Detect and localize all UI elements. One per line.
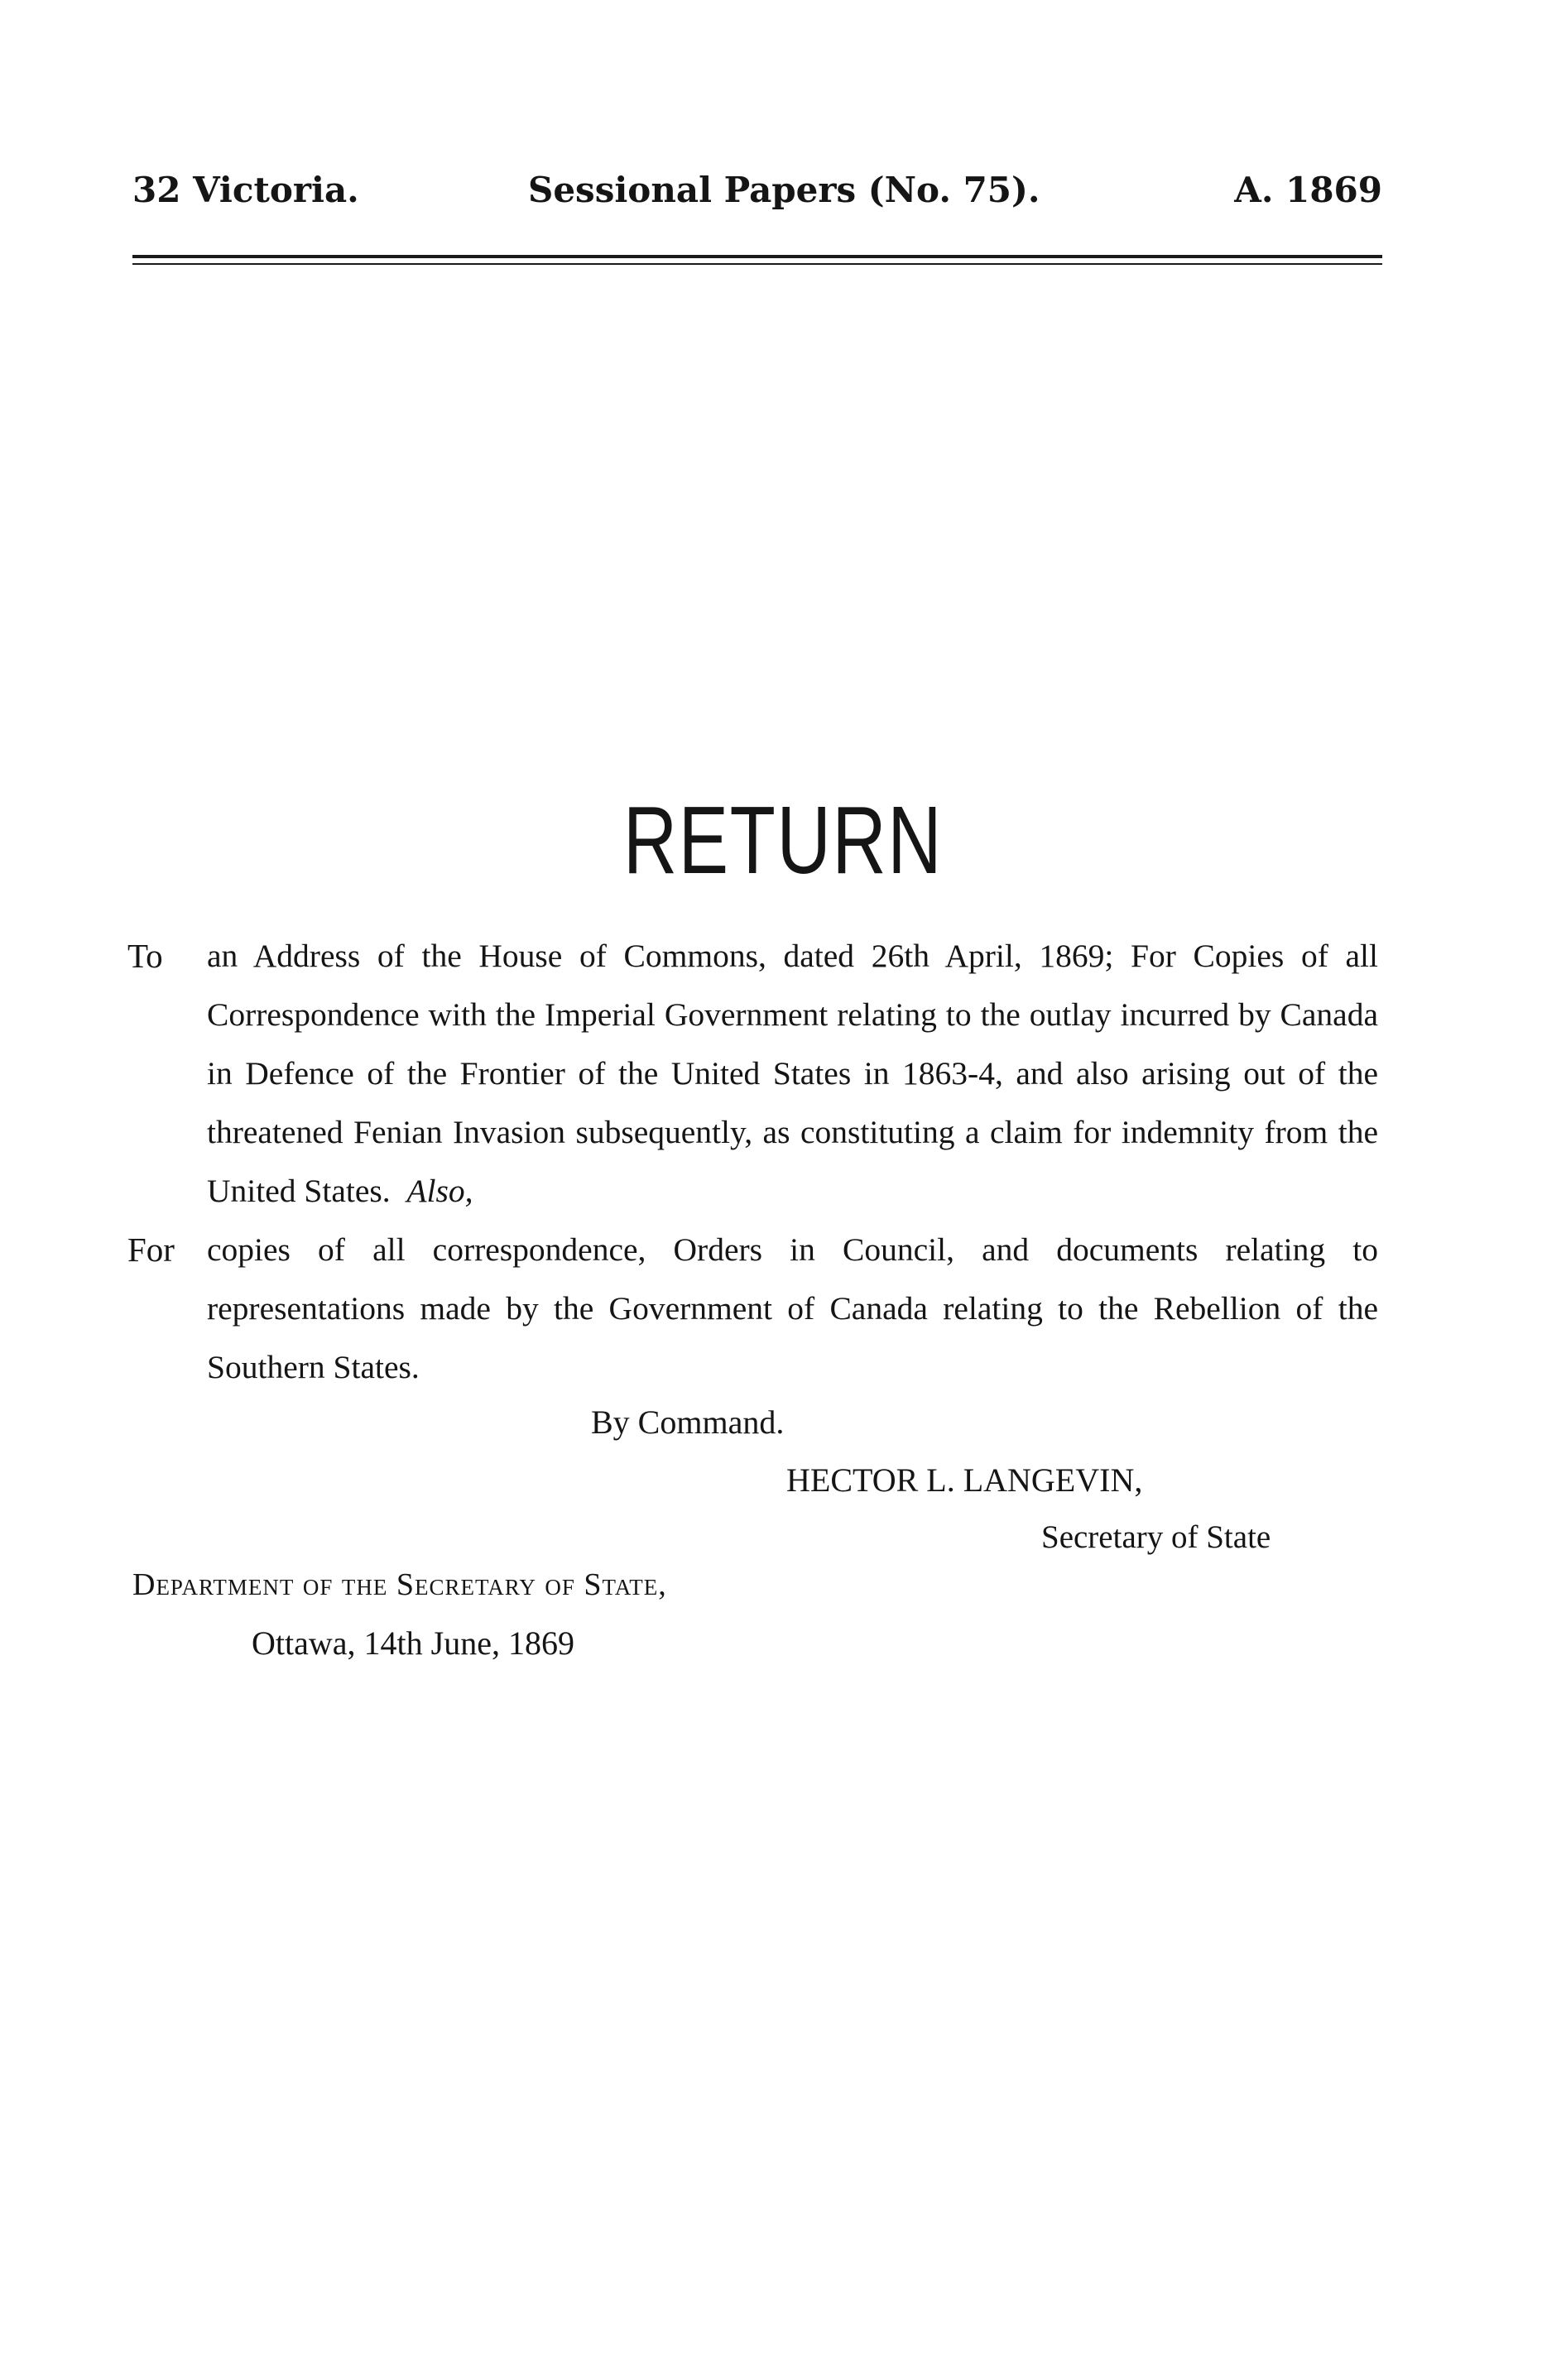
address-lead-word: To — [127, 937, 163, 975]
header-rule-thick — [132, 255, 1382, 258]
also-word: Also, — [406, 1173, 473, 1209]
signatory-name: HECTOR L. LANGEVIN, — [786, 1461, 1143, 1499]
place-and-date: Ottawa, 14th June, 1869 — [252, 1624, 574, 1662]
second-lead-word: For — [127, 1231, 175, 1269]
header-rule-thin — [132, 263, 1382, 265]
signatory-office: Secretary of State — [1041, 1519, 1271, 1555]
document-title: RETURN — [622, 786, 944, 894]
header-regnal-year: 32 Victoria. — [132, 170, 359, 210]
header-sessional-papers: Sessional Papers (No. 75). — [528, 170, 1040, 210]
header-year: A. 1869 — [1234, 170, 1382, 210]
second-request-paragraph — [127, 1221, 1378, 1397]
address-text: an Address of the House of Commons, dated 26th April, 1869; For Copies of all Correspondence with the Imperial Government relating to the outlay incurred by Canada in Defence of the Frontier of the United States in 1863-4, and also arising out of the threatened Fenian Invasion subsequently, as constituting a claim for indemnity from the United States. — [207, 938, 1378, 1209]
by-command: By Command. — [591, 1404, 785, 1441]
page-header — [132, 170, 1382, 219]
second-request-text: copies of all correspondence, Orders in Council, and documents relating to representations made by the Government of Canada relating to the Rebellion of the Southern States. — [207, 1231, 1378, 1385]
issuing-department: Department of the Secretary of State, — [132, 1567, 667, 1602]
address-paragraph — [127, 927, 1378, 1221]
